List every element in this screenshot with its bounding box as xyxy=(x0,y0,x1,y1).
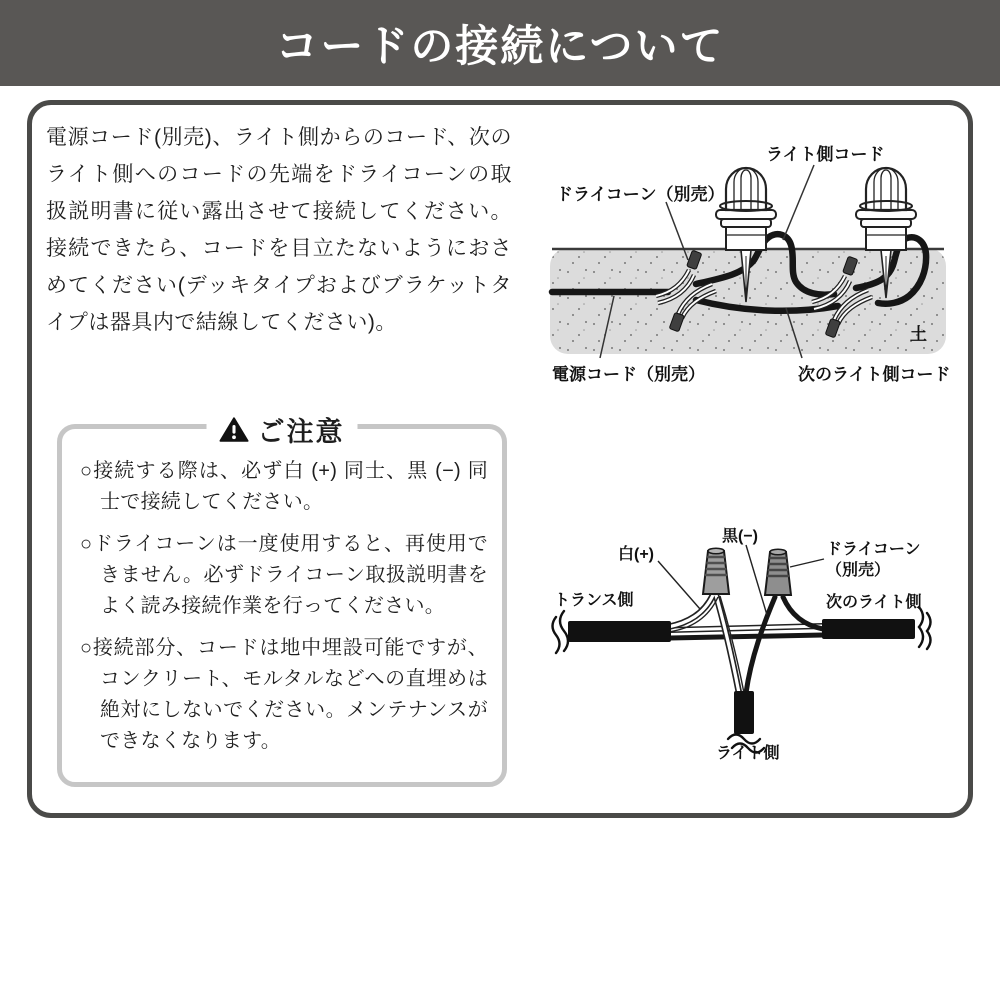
label-dry-cone-line2: （別売） xyxy=(826,562,891,579)
leader-lines xyxy=(658,545,824,615)
label-soil: 土 xyxy=(910,325,927,344)
label-white-wire: 白(+) xyxy=(618,546,655,563)
black-wire-horizontal xyxy=(670,635,823,638)
label-dry-cone: ドライコーン（別売） xyxy=(556,185,725,204)
label-transformer-side: トランス側 xyxy=(554,592,634,609)
caution-item: ○接続する際は、必ず白 (+) 同士、黒 (−) 同士で接続してください。 xyxy=(80,460,488,513)
label-power-cord: 電源コード（別売） xyxy=(552,365,705,384)
burial-diagram-drawing xyxy=(538,110,968,400)
black-wires xyxy=(746,597,823,693)
warning-triangle-icon xyxy=(220,417,249,443)
caution-box xyxy=(57,417,507,787)
dry-cone-right xyxy=(765,549,791,595)
caution-title-text: ご注意 xyxy=(257,417,345,447)
caution-item: ○ドライコーンは一度使用すると、再使用できません。必ずドライコーン取扱説明書をよく読み接続作業を行ってください。 xyxy=(80,533,488,617)
label-dry-cone-line1: ドライコーン xyxy=(826,541,921,558)
light-cable xyxy=(734,691,754,734)
caution-title xyxy=(207,410,358,449)
caution-item: ○接続部分、コードは地中埋設可能ですが、コンクリート、モルタルなどへの直埋めは絶対にしないでください。メンテナンスができなくなります。 xyxy=(80,637,488,752)
label-dry-cone xyxy=(826,539,921,581)
label-light-side: ライト側 xyxy=(716,745,780,762)
white-wire-horizontal xyxy=(670,626,823,630)
burial-diagram xyxy=(538,110,968,400)
caution-list xyxy=(62,429,502,782)
dry-cone-left xyxy=(703,548,729,594)
wiring-diagram xyxy=(538,495,968,785)
white-wires xyxy=(668,595,744,693)
page-header xyxy=(0,0,1000,86)
transformer-cable xyxy=(568,621,671,642)
label-next-light-side: 次のライト側 xyxy=(826,594,922,611)
page-title: コードの接続について xyxy=(275,22,725,71)
intro-paragraph: 電源コード(別売)、ライト側からのコード、次のライト側へのコードの先端をドライコーンの取扱説明書に従い露出させて接続してください。接続できたら、コードを目立たないようにおさめてください(デッキタイプおよびブラケットタイプは器具内で結線してください)。 xyxy=(46,126,512,334)
label-next-light-cord: 次のライト側コード xyxy=(798,365,951,384)
next-light-cable xyxy=(822,619,915,639)
label-light-cord: ライト側コード xyxy=(766,145,885,164)
label-black-wire: 黒(−) xyxy=(722,528,759,545)
